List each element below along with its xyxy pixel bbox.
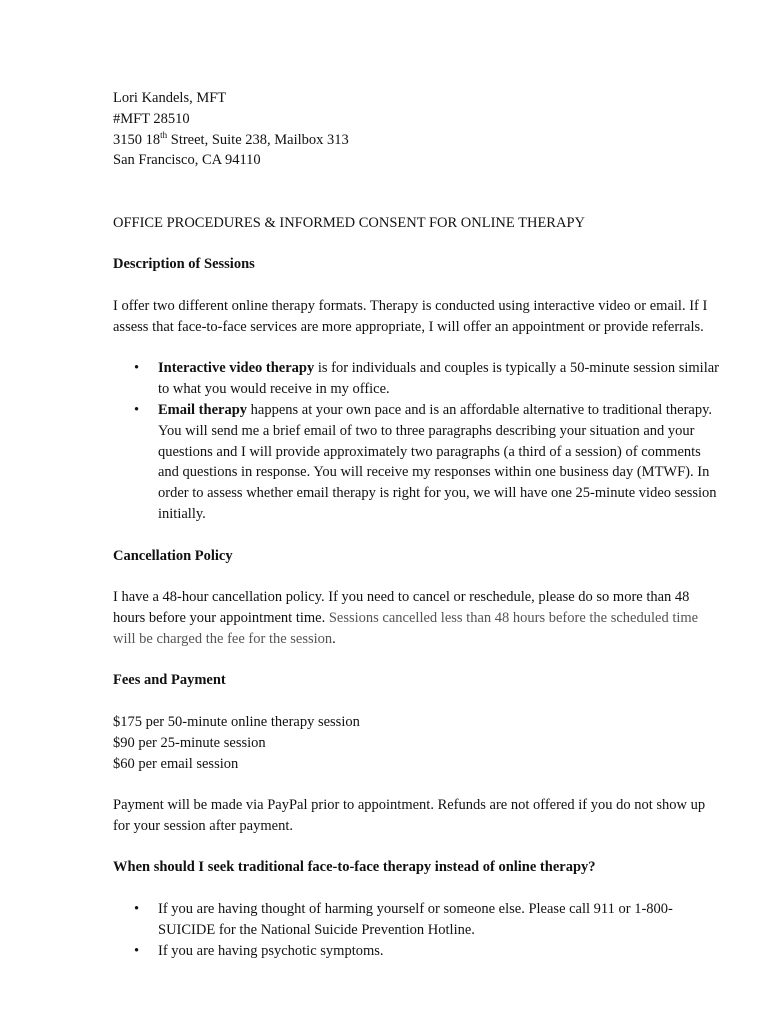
bullet: • <box>134 942 140 959</box>
therapist-name: Lori Kandels, MFT <box>113 90 227 106</box>
cancellation-fee-note: Sessions cancelled less than 48 hours before the scheduled time will be charged the fee for the session <box>113 609 699 647</box>
traditional-list <box>113 899 723 961</box>
traditional-reason: If you are having psychotic symptoms. <box>158 942 384 959</box>
session-types-list <box>113 358 723 524</box>
cancellation-heading: Cancellation Policy <box>113 547 233 564</box>
list-item <box>113 899 723 941</box>
list-item <box>113 400 723 525</box>
bullet: • <box>134 401 140 418</box>
payment-text: Payment will be made via PayPal prior to appointment. Refunds are not offered if you do not show up for your session after payment. <box>113 797 706 834</box>
sessions-intro: I offer two different online therapy formats. Therapy is conducted using interactive video or email. If I assess that face-to-face services are more appropriate, I will offer an appointment or provide referrals. <box>113 297 708 335</box>
document-page <box>113 88 723 961</box>
fee-line: $90 per 25-minute session <box>113 734 266 751</box>
license-number: #MFT 28510 <box>113 110 190 127</box>
traditional-heading: When should I seek traditional face-to-face therapy instead of online therapy? <box>113 859 596 876</box>
letterhead <box>113 88 723 171</box>
session-term: Email therapy <box>158 401 248 418</box>
street-address <box>113 130 723 151</box>
cancellation-end: . <box>332 630 336 647</box>
session-term: Interactive video therapy <box>158 360 315 377</box>
session-description: happens at your own pace and is an affordable alternative to traditional therapy. You will send me a brief email of two to three paragraphs describing your situation and your questions and I will provide approximately two paragraphs (a third of a session) of comments and questions in response. You will receive my responses within one business day (MTWF). In order to assess whether email therapy is right for you, we will have one 25-minute video session initially. <box>158 401 717 522</box>
address-number: 3150 18 <box>113 131 161 148</box>
sessions-heading: Description of Sessions <box>113 256 255 273</box>
list-item <box>113 358 723 400</box>
list-item <box>113 941 723 962</box>
traditional-reason: If you are having thought of harming yourself or someone else. Please call 911 or 1-800-SUICIDE for the National Suicide Prevention Hotline. <box>158 901 673 938</box>
cancellation-main: I have a 48-hour cancellation policy. If you need to cancel or reschedule, please do so more than 48 hours before your appointment time. <box>113 589 690 626</box>
fees-heading: Fees and Payment <box>113 672 226 689</box>
fee-line: $60 per email session <box>113 755 239 772</box>
document-title: OFFICE PROCEDURES & INFORMED CONSENT FOR ONLINE THERAPY <box>113 214 585 231</box>
address-rest: Street, Suite 238, Mailbox 313 <box>167 131 349 148</box>
cancellation-text <box>113 587 723 649</box>
session-description: is for individuals and couples is typically a 50-minute session similar to what you would receive in my office. <box>158 360 719 398</box>
city-line: San Francisco, CA 94110 <box>113 152 261 169</box>
fee-line: $175 per 50-minute online therapy session <box>113 713 360 730</box>
bullet: • <box>134 360 140 377</box>
bullet: • <box>134 901 140 918</box>
address-suffix: th <box>160 129 168 140</box>
